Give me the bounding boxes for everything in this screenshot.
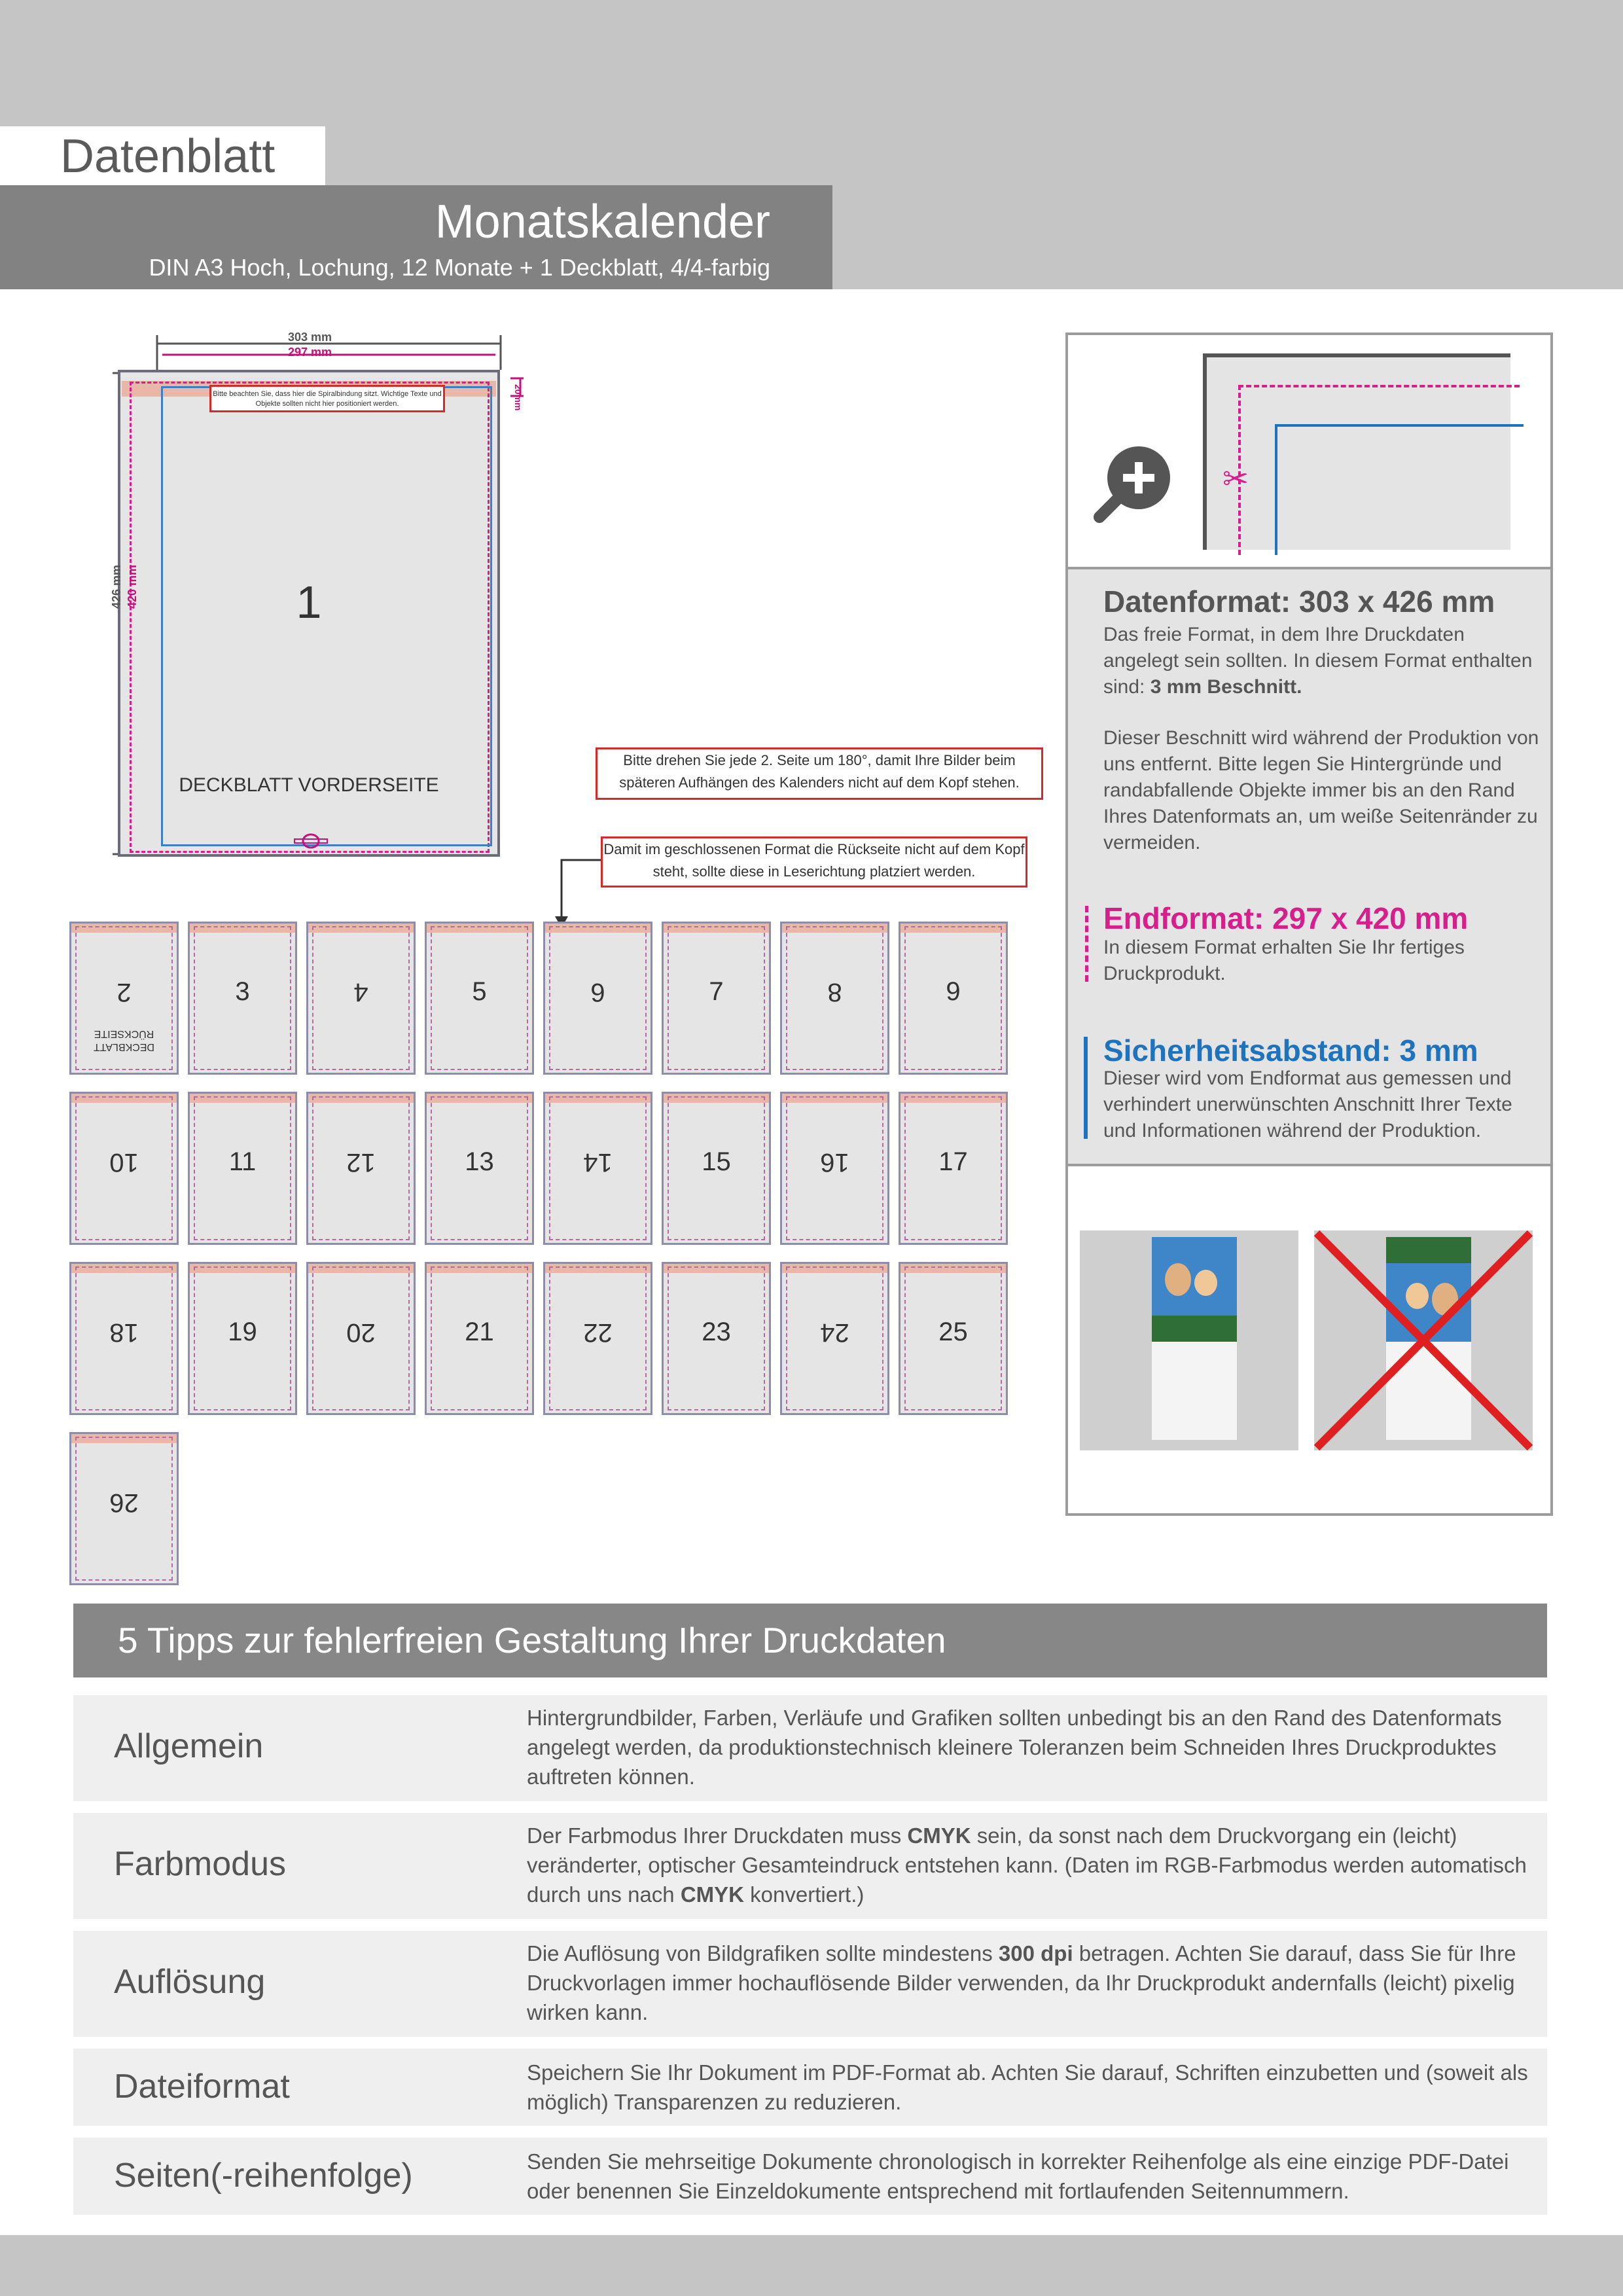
endformat-heading: Endformat: 297 x 420 mm [1103,901,1469,935]
page-thumb-16 [780,1092,889,1245]
page-number: 21 [465,1318,494,1346]
page-number: 9 [946,977,961,1006]
page-number: 10 [109,1148,139,1177]
page-thumb-11 [188,1092,297,1245]
page-thumb-17 [899,1092,1008,1245]
callout-arrow-icon [554,857,606,929]
safe-marker [1084,1037,1088,1139]
format-text: Das freie Format, in dem Ihre Druckdaten angelegt sein sollten. In diesem Format enthalten sind: 3 mm Beschnitt. [1103,624,1533,698]
page-number: 12 [346,1148,376,1177]
page-number: 3 [235,977,250,1006]
rotate-callout: Bitte drehen Sie jede 2. Seite um 180°, damit Ihre Bilder beim späteren Aufhängen des Kalenders nicht auf dem Kopf stehen. [596,747,1043,800]
binding-note: Bitte beachten Sie, dass hier die Spiralbindung sitzt. Wichtige Texte und Objekte sollten nicht hier positioniert werden. [209,385,445,412]
page-thumb-25 [899,1262,1008,1415]
tip-text: Der Farbmodus Ihrer Druckdaten muss CMYK sein, da sonst nach dem Druckvorgang ein (leicht) veränderter, optischer Gesamteindruck entstehen kann. (Daten im RGB-Farbmodus werden automatisch durch uns nach CMYK konvertiert.) [527,1823,1527,1907]
page-thumb-10 [69,1092,179,1245]
tip-label: Allgemein [114,1727,264,1765]
dim-width-outer: 303 mm [288,331,332,344]
dim-height-inner: 420 mm [126,564,139,609]
page-thumb-23 [662,1262,771,1415]
safety-heading: Sicherheitsabstand: 3 mm [1103,1033,1478,1067]
tip-text: Hintergrundbilder, Farben, Verläufe und Grafiken sollten unbedingt bis an den Rand des Datenformats angelegt werden, da produktionstechnisch kleinere Toleranzen beim Schneiden Ihres Druckproduktes auftreten können. [527,1706,1502,1789]
dim-width-inner: 297 mm [288,346,332,359]
page-number: 24 [820,1318,849,1347]
page-thumb-9 [899,922,1008,1075]
calendar-grid [1152,1342,1237,1440]
page-sub-label: DECKBLATT RÜCKSEITE [93,1028,155,1052]
title-box [0,185,832,289]
page-thumb-4 [306,922,416,1075]
page-thumb-19 [188,1262,297,1415]
page-number: 19 [228,1318,257,1346]
safe-line [1275,424,1524,555]
page-number: 17 [938,1147,968,1176]
page-number: 13 [465,1147,494,1176]
page-number: 11 [228,1147,257,1176]
page-thumb-15 [662,1092,771,1245]
cover-label: DECKBLATT VORDERSEITE [179,774,439,796]
tip-text: Speichern Sie Ihr Dokument im PDF-Format ab. Achten Sie darauf, Schriften einzubetten und (soweit als möglich) Transparenzen zu reduzieren. [527,2060,1528,2114]
page-number: 5 [472,977,487,1006]
page-thumb-12 [306,1092,416,1245]
page-thumb-20 [306,1262,416,1415]
page-thumb-14 [543,1092,652,1245]
tip-row-allgemein [73,1695,1547,1801]
page-number: 14 [583,1148,613,1177]
tip-text: Die Auflösung von Bildgrafiken sollte mindestens 300 dpi betragen. Achten Sie darauf, dass Sie für Ihre Druckvorlagen immer hochauflösende Bilder verwenden, da Ihr Druckprodukt andernfalls (leicht) pixelig wirken kann. [527,1941,1516,2024]
page-number: 16 [820,1148,849,1177]
bleed-text: Dieser Beschnitt wird während der Produktion von uns entfernt. Bitte legen Sie Hintergründe und randabfallende Objekte immer bis an den Rand Ihres Datenformats an, um weiße Seitenränder zu vermeiden. [1103,727,1539,853]
page-thumb-22 [543,1262,652,1415]
zoom-detail [1203,353,1510,550]
page-thumb-2 [69,922,179,1075]
page-number: 26 [109,1488,139,1517]
tip-row-dateiformat [73,2049,1547,2126]
page-number: 23 [702,1318,731,1346]
hole-icon [281,831,340,851]
page-thumb-21 [425,1262,534,1415]
safety-text: Dieser wird vom Endformat aus gemessen und verhindert unerwünschten Anschnitt Ihrer Texte und Informationen während der Produktion. [1103,1067,1512,1141]
cross-icon [1314,1230,1533,1450]
page-number: 15 [702,1147,731,1176]
format-heading: Datenformat: 303 x 426 mm [1103,584,1495,619]
page-thumb-7 [662,922,771,1075]
zoom-in-icon [1092,440,1177,525]
correct-example-image [1080,1230,1298,1450]
tip-row-farbmodus [73,1813,1547,1919]
page-number: 18 [109,1318,139,1347]
page-thumb-26 [69,1432,179,1585]
dim-height-outer: 426 mm [110,564,123,609]
cover-page-number: 1 [296,577,322,628]
tip-text: Senden Sie mehrseitige Dokumente chronologisch in korrekter Reihenfolge als eine einzige PDF-Datei oder benennen Sie Einzeldokumente entsprechend mit fortlaufenden Seitennummern. [527,2149,1509,2203]
tip-label: Farbmodus [114,1845,286,1883]
page-title: Monatskalender [435,196,770,248]
page-thumb-13 [425,1092,534,1245]
dim-top: 20mm [513,384,524,411]
tip-row-seiten [73,2138,1547,2215]
page-thumb-24 [780,1262,889,1415]
page-subtitle: DIN A3 Hoch, Lochung, 12 Monate + 1 Deckblatt, 4/4-farbig [149,254,770,281]
bleed-marker [1085,906,1088,982]
page-number: 6 [590,978,605,1007]
page-thumb-18 [69,1262,179,1415]
tip-row-aufloesung [73,1931,1547,2037]
page-thumb-5 [425,922,534,1075]
divider [1068,1164,1550,1166]
doc-type-label: Datenblatt [0,126,325,185]
tip-label: Auflösung [114,1963,266,2001]
page-thumb-6 [543,922,652,1075]
page-number: 4 [353,978,368,1007]
page-thumb-8 [780,922,889,1075]
calendar-photo [1152,1237,1237,1342]
page-number: 22 [583,1318,613,1347]
page-number: 2 [116,978,132,1007]
tips-heading: 5 Tipps zur fehlerfreien Gestaltung Ihrer Druckdaten [73,1604,1547,1677]
page-number: 8 [827,978,842,1007]
endformat-text: In diesem Format erhalten Sie Ihr fertiges Druckprodukt. [1103,937,1465,984]
scissors-icon: ✂ [1222,462,1249,497]
page-thumb-3 [188,922,297,1075]
footer-band [0,2235,1623,2296]
wrong-example-image [1314,1230,1533,1450]
page-number: 20 [346,1318,376,1347]
page-number: 7 [709,977,724,1006]
tip-label: Dateiformat [114,2068,290,2106]
page-number: 25 [938,1318,968,1346]
back-callout: Damit im geschlossenen Format die Rückseite nicht auf dem Kopf steht, sollte diese in Leserichtung platziert werden. [601,836,1027,888]
tip-label: Seiten(-reihenfolge) [114,2157,413,2195]
